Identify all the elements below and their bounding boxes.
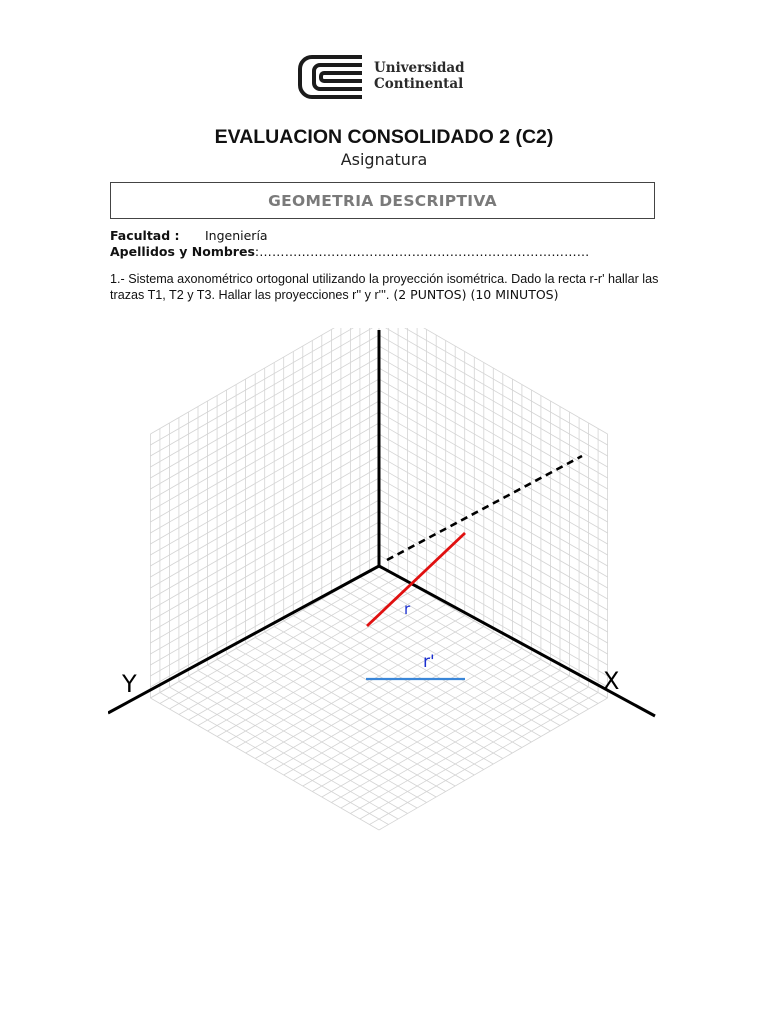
- exam-title: EVALUACION CONSOLIDADO 2 (C2): [214, 126, 554, 148]
- y-axis: [108, 566, 379, 713]
- faculty-label: Facultad :: [110, 228, 180, 243]
- isometric-drawing: [108, 328, 658, 844]
- course-box: [110, 182, 655, 219]
- line-r-prime-label: r': [423, 652, 435, 672]
- faculty-row: [110, 228, 268, 243]
- university-logo-text: [374, 60, 465, 92]
- university-name-line2: Continental: [374, 76, 464, 92]
- line-r: [367, 533, 465, 626]
- question-1: [110, 271, 660, 303]
- names-blank: :……………………………………………………………………: [254, 244, 590, 259]
- axis-x-label: X: [603, 667, 620, 695]
- university-logo: [298, 55, 473, 99]
- question-points: (2 PUNTOS) (10 MINUTOS): [389, 287, 559, 302]
- faculty-value: Ingeniería: [204, 228, 268, 243]
- course-name: GEOMETRIA DESCRIPTIVA: [268, 192, 497, 210]
- names-row: [110, 244, 590, 259]
- subject-caption: Asignatura: [340, 150, 428, 169]
- names-label: Apellidos y Nombres: [110, 244, 255, 259]
- university-name-line1: Universidad: [374, 60, 465, 76]
- line-r-dashed-extension: [387, 456, 582, 560]
- axis-y-label: Y: [122, 670, 137, 698]
- question-text: 1.- Sistema axonométrico ortogonal utilizando la proyección isométrica. Dado la recta r-r' hallar las trazas T1, T2 y T3. Hallar las proyecciones r'' y r'''.: [110, 272, 659, 302]
- line-r-label: r: [404, 600, 411, 618]
- university-logo-icon: [298, 55, 364, 99]
